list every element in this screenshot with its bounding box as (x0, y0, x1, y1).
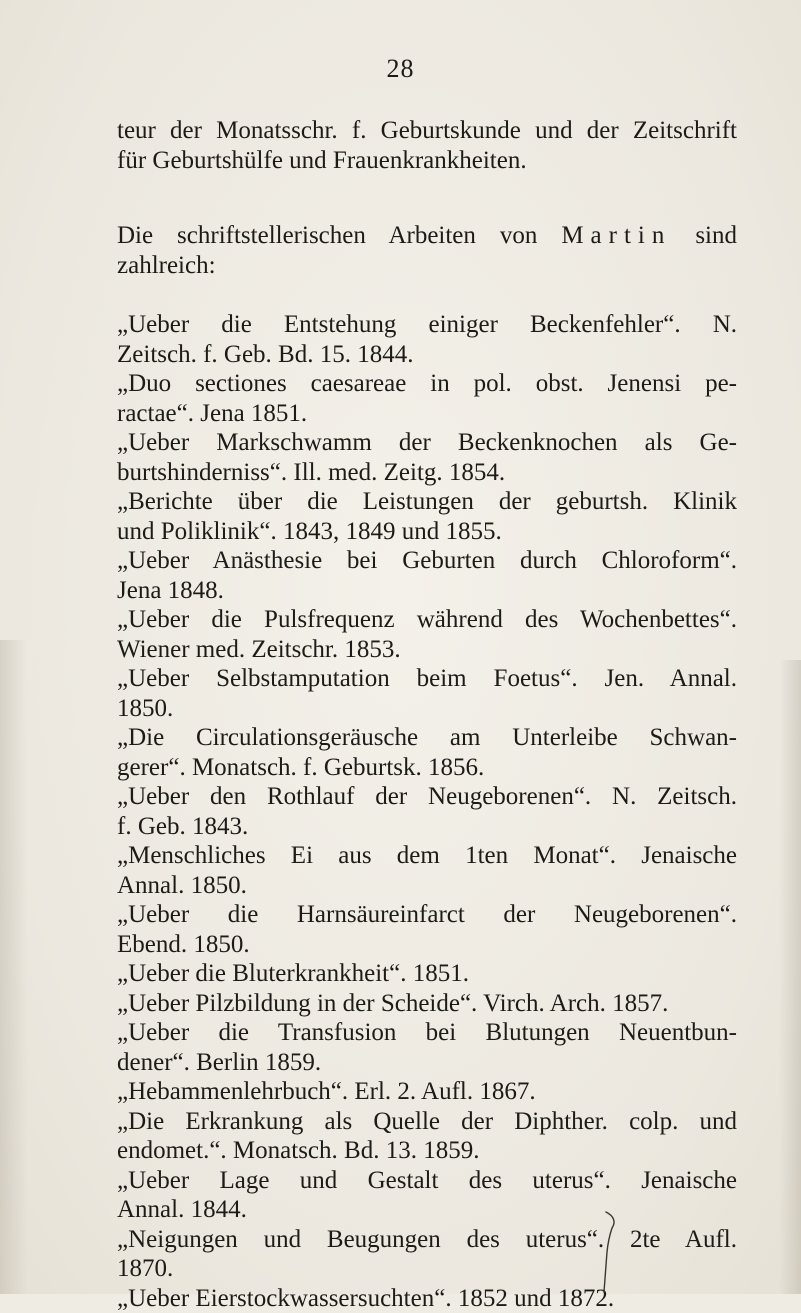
bibliography-line: „Ueber die Entstehung einiger Beckenfehler“. N. (117, 310, 737, 340)
bibliography-line: „Ueber die Pulsfrequenz während des Wochenbettes“. (117, 605, 737, 635)
bibliography-line: Annal. 1850. (117, 871, 737, 901)
left-edge-shadow (0, 640, 28, 1294)
intro-paragraph (117, 116, 737, 175)
right-edge-shadow (779, 660, 801, 1294)
bibliography-line: Jena 1848. (117, 576, 737, 606)
bibliography-line: endomet.“. Monatsch. Bd. 13. 1859. (117, 1136, 737, 1166)
heading-line (117, 221, 737, 251)
bibliography-line: „Ueber die Transfusion bei Blutungen Neuentbun- (117, 1018, 737, 1048)
bibliography-line: und Poliklinik“. 1843, 1849 und 1855. (117, 517, 737, 547)
bibliography-line: gerer“. Monatsch. f. Geburtsk. 1856. (117, 753, 737, 783)
intro-line: für Geburtshülfe und Frauenkrankheiten. (117, 146, 737, 176)
bibliography-line: „Ueber Selbstamputation beim Foetus“. Jen. Annal. (117, 664, 737, 694)
bibliography-line: „Ueber Anästhesie bei Geburten durch Chloroform“. (117, 546, 737, 576)
bibliography-line: 1870. (117, 1254, 737, 1284)
bibliography-line: dener“. Berlin 1859. (117, 1048, 737, 1078)
bibliography-line: „Menschliches Ei aus dem 1ten Monat“. Jenaische (117, 841, 737, 871)
bibliography-line: „Ueber die Harnsäureinfarct der Neugeborenen“. (117, 900, 737, 930)
author-name: Martin (561, 222, 671, 249)
bibliography-line: „Ueber Eierstockwassersuchten“. 1852 und 1872. (117, 1284, 737, 1313)
bibliography-line: „Duo sectiones caesareae in pol. obst. Jenensi pe- (117, 369, 737, 399)
bibliography-line: Annal. 1844. (117, 1195, 737, 1225)
bibliography-line: „Ueber Markschwamm der Beckenknochen als Ge- (117, 428, 737, 458)
bibliography-line: „Hebammenlehrbuch“. Erl. 2. Aufl. 1867. (117, 1077, 737, 1107)
bibliography-line: „Neigungen und Beugungen des uterus“. 2te Aufl. (117, 1225, 737, 1255)
bibliography-list (117, 310, 737, 1313)
bibliography-line: „Die Circulationsgeräusche am Unterleibe Schwan- (117, 723, 737, 753)
bibliography-line: „Ueber Pilzbildung in der Scheide“. Virch. Arch. 1857. (117, 989, 737, 1019)
bibliography-line: ractae“. Jena 1851. (117, 399, 737, 429)
bibliography-line: Ebend. 1850. (117, 930, 737, 960)
bibliography-line: „Berichte über die Leistungen der geburtsh. Klinik (117, 487, 737, 517)
intro-line: teur der Monatsschr. f. Geburtskunde und der Zeitschrift (117, 116, 737, 146)
page-number: 28 (0, 54, 801, 84)
bibliography-line: Zeitsch. f. Geb. Bd. 15. 1844. (117, 340, 737, 370)
bibliography-line: 1850. (117, 694, 737, 724)
bibliography-line: burtshinderniss“. Ill. med. Zeitg. 1854. (117, 458, 737, 488)
bibliography-line: „Ueber Lage und Gestalt des uterus“. Jenaische (117, 1166, 737, 1196)
heading-prefix: Die schriftstellerischen Arbeiten von (117, 222, 561, 249)
works-heading (117, 221, 737, 280)
bibliography-line: Wiener med. Zeitschr. 1853. (117, 635, 737, 665)
bibliography-line: „Ueber die Bluterkrankheit“. 1851. (117, 959, 737, 989)
bibliography-line: f. Geb. 1843. (117, 812, 737, 842)
bibliography-line: „Ueber den Rothlauf der Neugeborenen“. N. Zeitsch. (117, 782, 737, 812)
bibliography-line: „Die Erkrankung als Quelle der Diphther. colp. und (117, 1107, 737, 1137)
heading-suffix: sind (671, 222, 737, 249)
heading-line: zahlreich: (117, 251, 737, 281)
